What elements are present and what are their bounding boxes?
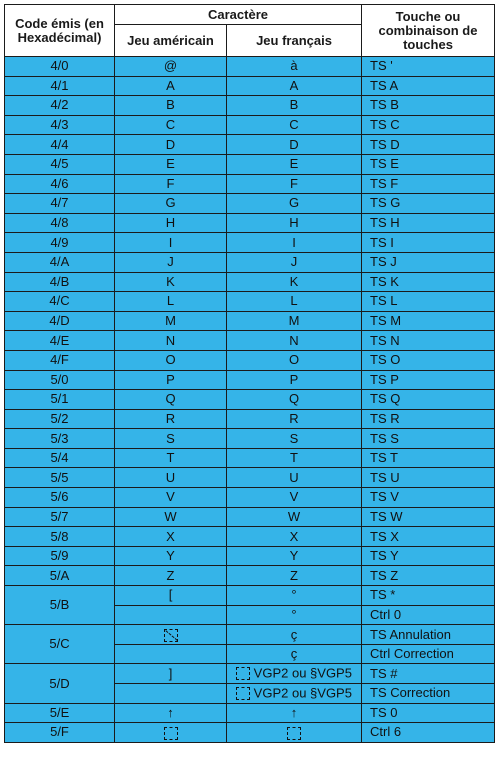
fr-char-cell: B [227, 96, 362, 116]
key-cell: TS H [362, 213, 495, 233]
code-cell: 4/8 [5, 213, 115, 233]
us-char-cell: Z [115, 566, 227, 586]
key-cell: TS I [362, 233, 495, 253]
us-char-cell: A [115, 76, 227, 96]
code-cell: 5/4 [5, 448, 115, 468]
us-char-cell: L [115, 292, 227, 312]
us-char-cell: D [115, 135, 227, 155]
key-cell: TS E [362, 154, 495, 174]
code-cell: 5/D [5, 664, 115, 703]
character-code-table-wrapper [4, 4, 494, 743]
code-cell: 4/9 [5, 233, 115, 253]
code-cell: 4/5 [5, 154, 115, 174]
table-row [5, 429, 495, 449]
code-cell: 4/1 [5, 76, 115, 96]
code-cell: 5/7 [5, 507, 115, 527]
us-char-cell: M [115, 311, 227, 331]
code-cell: 5/5 [5, 468, 115, 488]
key-cell: TS F [362, 174, 495, 194]
us-char-cell: R [115, 409, 227, 429]
fr-char-cell: O [227, 350, 362, 370]
key-cell: TS A [362, 76, 495, 96]
us-char-cell: W [115, 507, 227, 527]
key-cell: TS R [362, 409, 495, 429]
header-jeu-americain: Jeu américain [115, 25, 227, 57]
fr-char-cell: C [227, 115, 362, 135]
table-row [5, 370, 495, 390]
fr-char-cell: A [227, 76, 362, 96]
fr-char-cell: T [227, 448, 362, 468]
fr-char-cell: J [227, 252, 362, 272]
code-cell: 4/6 [5, 174, 115, 194]
fr-char-text: VGP2 ou §VGP5 [253, 685, 352, 701]
table-row [5, 546, 495, 566]
table-row [5, 390, 495, 410]
code-cell: 4/0 [5, 57, 115, 77]
code-cell: 5/9 [5, 546, 115, 566]
fr-char-cell: D [227, 135, 362, 155]
code-cell: 5/6 [5, 488, 115, 508]
table-row [5, 272, 495, 292]
fr-char-cell [227, 723, 362, 743]
fr-char-cell: M [227, 311, 362, 331]
key-cell: TS V [362, 488, 495, 508]
header-code: Code émis (en Hexadécimal) [5, 5, 115, 57]
us-char-cell: @ [115, 57, 227, 77]
us-char-cell: J [115, 252, 227, 272]
fr-char-cell: E [227, 154, 362, 174]
code-cell: 5/1 [5, 390, 115, 410]
key-cell: TS U [362, 468, 495, 488]
key-cell: TS C [362, 115, 495, 135]
header-caractere: Caractère [115, 5, 362, 25]
key-cell: TS M [362, 311, 495, 331]
header-jeu-francais: Jeu français [227, 25, 362, 57]
us-char-cell: C [115, 115, 227, 135]
us-char-cell [115, 625, 227, 645]
key-cell: TS Z [362, 566, 495, 586]
character-code-table [4, 4, 495, 743]
key-cell: Ctrl 6 [362, 723, 495, 743]
fr-char-text: VGP2 ou §VGP5 [253, 665, 352, 681]
fr-char-cell [227, 664, 362, 684]
table-row [5, 154, 495, 174]
key-cell: TS Annulation [362, 625, 495, 645]
table-row [5, 57, 495, 77]
fr-char-cell: I [227, 233, 362, 253]
us-char-cell: P [115, 370, 227, 390]
us-char-cell: X [115, 527, 227, 547]
fr-char-cell: ° [227, 586, 362, 606]
code-cell: 5/2 [5, 409, 115, 429]
us-char-cell: O [115, 350, 227, 370]
key-cell: TS # [362, 664, 495, 684]
code-cell: 4/2 [5, 96, 115, 116]
table-row [5, 311, 495, 331]
table-row [5, 115, 495, 135]
dashed-box-icon [287, 727, 301, 740]
key-cell: TS J [362, 252, 495, 272]
fr-char-cell: U [227, 468, 362, 488]
table-row [5, 507, 495, 527]
table-row-5F [5, 723, 495, 743]
key-cell: TS Q [362, 390, 495, 410]
fr-char-cell: P [227, 370, 362, 390]
code-cell: 5/C [5, 625, 115, 664]
fr-char-cell: S [227, 429, 362, 449]
us-char-cell [115, 723, 227, 743]
fr-char-cell: N [227, 331, 362, 351]
table-row [5, 488, 495, 508]
us-char-cell: F [115, 174, 227, 194]
key-cell: TS O [362, 350, 495, 370]
us-char-cell-empty [115, 684, 227, 704]
us-char-cell: Y [115, 546, 227, 566]
us-char-cell: V [115, 488, 227, 508]
table-row-5D [5, 664, 495, 684]
key-cell: TS T [362, 448, 495, 468]
fr-char-cell: V [227, 488, 362, 508]
key-cell: TS S [362, 429, 495, 449]
code-cell: 4/3 [5, 115, 115, 135]
table-body-special [5, 586, 495, 743]
key-cell: TS N [362, 331, 495, 351]
code-cell: 4/7 [5, 194, 115, 214]
fr-char-cell: H [227, 213, 362, 233]
fr-char-cell: ° [227, 605, 362, 625]
table-row [5, 213, 495, 233]
us-char-cell: [ [115, 586, 227, 606]
code-cell: 5/E [5, 703, 115, 723]
crossed-box-icon [164, 629, 178, 642]
table-row [5, 252, 495, 272]
table-row [5, 174, 495, 194]
fr-char-cell: K [227, 272, 362, 292]
code-cell: 5/3 [5, 429, 115, 449]
key-cell: TS L [362, 292, 495, 312]
table-body [5, 57, 495, 586]
code-cell: 4/C [5, 292, 115, 312]
key-cell: TS B [362, 96, 495, 116]
us-char-cell: T [115, 448, 227, 468]
us-char-cell: H [115, 213, 227, 233]
us-char-cell: ↑ [115, 703, 227, 723]
code-cell: 4/4 [5, 135, 115, 155]
fr-char-cell: Q [227, 390, 362, 410]
us-char-cell: N [115, 331, 227, 351]
code-cell: 5/B [5, 586, 115, 625]
dashed-box-icon [236, 667, 250, 680]
us-char-cell-empty [115, 605, 227, 625]
table-row [5, 76, 495, 96]
table-row-5C [5, 625, 495, 645]
us-char-cell: K [115, 272, 227, 292]
fr-char-cell: W [227, 507, 362, 527]
code-cell: 4/D [5, 311, 115, 331]
table-row-5E [5, 703, 495, 723]
key-cell: TS Correction [362, 684, 495, 704]
us-char-cell: G [115, 194, 227, 214]
key-cell: TS G [362, 194, 495, 214]
code-cell: 4/B [5, 272, 115, 292]
fr-char-cell: Y [227, 546, 362, 566]
table-row [5, 292, 495, 312]
fr-char-cell: F [227, 174, 362, 194]
fr-char-cell: ç [227, 644, 362, 664]
table-row [5, 448, 495, 468]
fr-char-cell: X [227, 527, 362, 547]
header-touche: Touche ou combinaison de touches [362, 5, 495, 57]
code-cell: 4/E [5, 331, 115, 351]
table-row-5B [5, 586, 495, 606]
key-cell: TS W [362, 507, 495, 527]
us-char-cell: B [115, 96, 227, 116]
fr-char-cell: L [227, 292, 362, 312]
dashed-box-icon [236, 687, 250, 700]
fr-char-cell: à [227, 57, 362, 77]
key-cell: TS 0 [362, 703, 495, 723]
us-char-cell: S [115, 429, 227, 449]
dashed-box-icon [164, 727, 178, 740]
table-row [5, 350, 495, 370]
code-cell: 5/F [5, 723, 115, 743]
table-row [5, 409, 495, 429]
fr-char-cell: Z [227, 566, 362, 586]
key-cell: TS P [362, 370, 495, 390]
fr-char-cell: ç [227, 625, 362, 645]
fr-char-cell: R [227, 409, 362, 429]
table-row [5, 194, 495, 214]
us-char-cell: I [115, 233, 227, 253]
code-cell: 4/A [5, 252, 115, 272]
key-cell: TS X [362, 527, 495, 547]
fr-char-cell [227, 684, 362, 704]
code-cell: 4/F [5, 350, 115, 370]
table-row [5, 527, 495, 547]
fr-char-cell: G [227, 194, 362, 214]
table-row [5, 566, 495, 586]
us-char-cell: Q [115, 390, 227, 410]
us-char-cell: ] [115, 664, 227, 684]
key-cell: TS D [362, 135, 495, 155]
code-cell: 5/0 [5, 370, 115, 390]
table-row [5, 233, 495, 253]
table-row [5, 468, 495, 488]
key-cell: TS ' [362, 57, 495, 77]
us-char-cell: E [115, 154, 227, 174]
table-row [5, 135, 495, 155]
key-cell: TS * [362, 586, 495, 606]
key-cell: TS K [362, 272, 495, 292]
code-cell: 5/8 [5, 527, 115, 547]
table-row [5, 331, 495, 351]
us-char-cell-empty [115, 644, 227, 664]
key-cell: Ctrl 0 [362, 605, 495, 625]
fr-char-cell: ↑ [227, 703, 362, 723]
code-cell: 5/A [5, 566, 115, 586]
key-cell: Ctrl Correction [362, 644, 495, 664]
key-cell: TS Y [362, 546, 495, 566]
us-char-cell: U [115, 468, 227, 488]
table-row [5, 96, 495, 116]
